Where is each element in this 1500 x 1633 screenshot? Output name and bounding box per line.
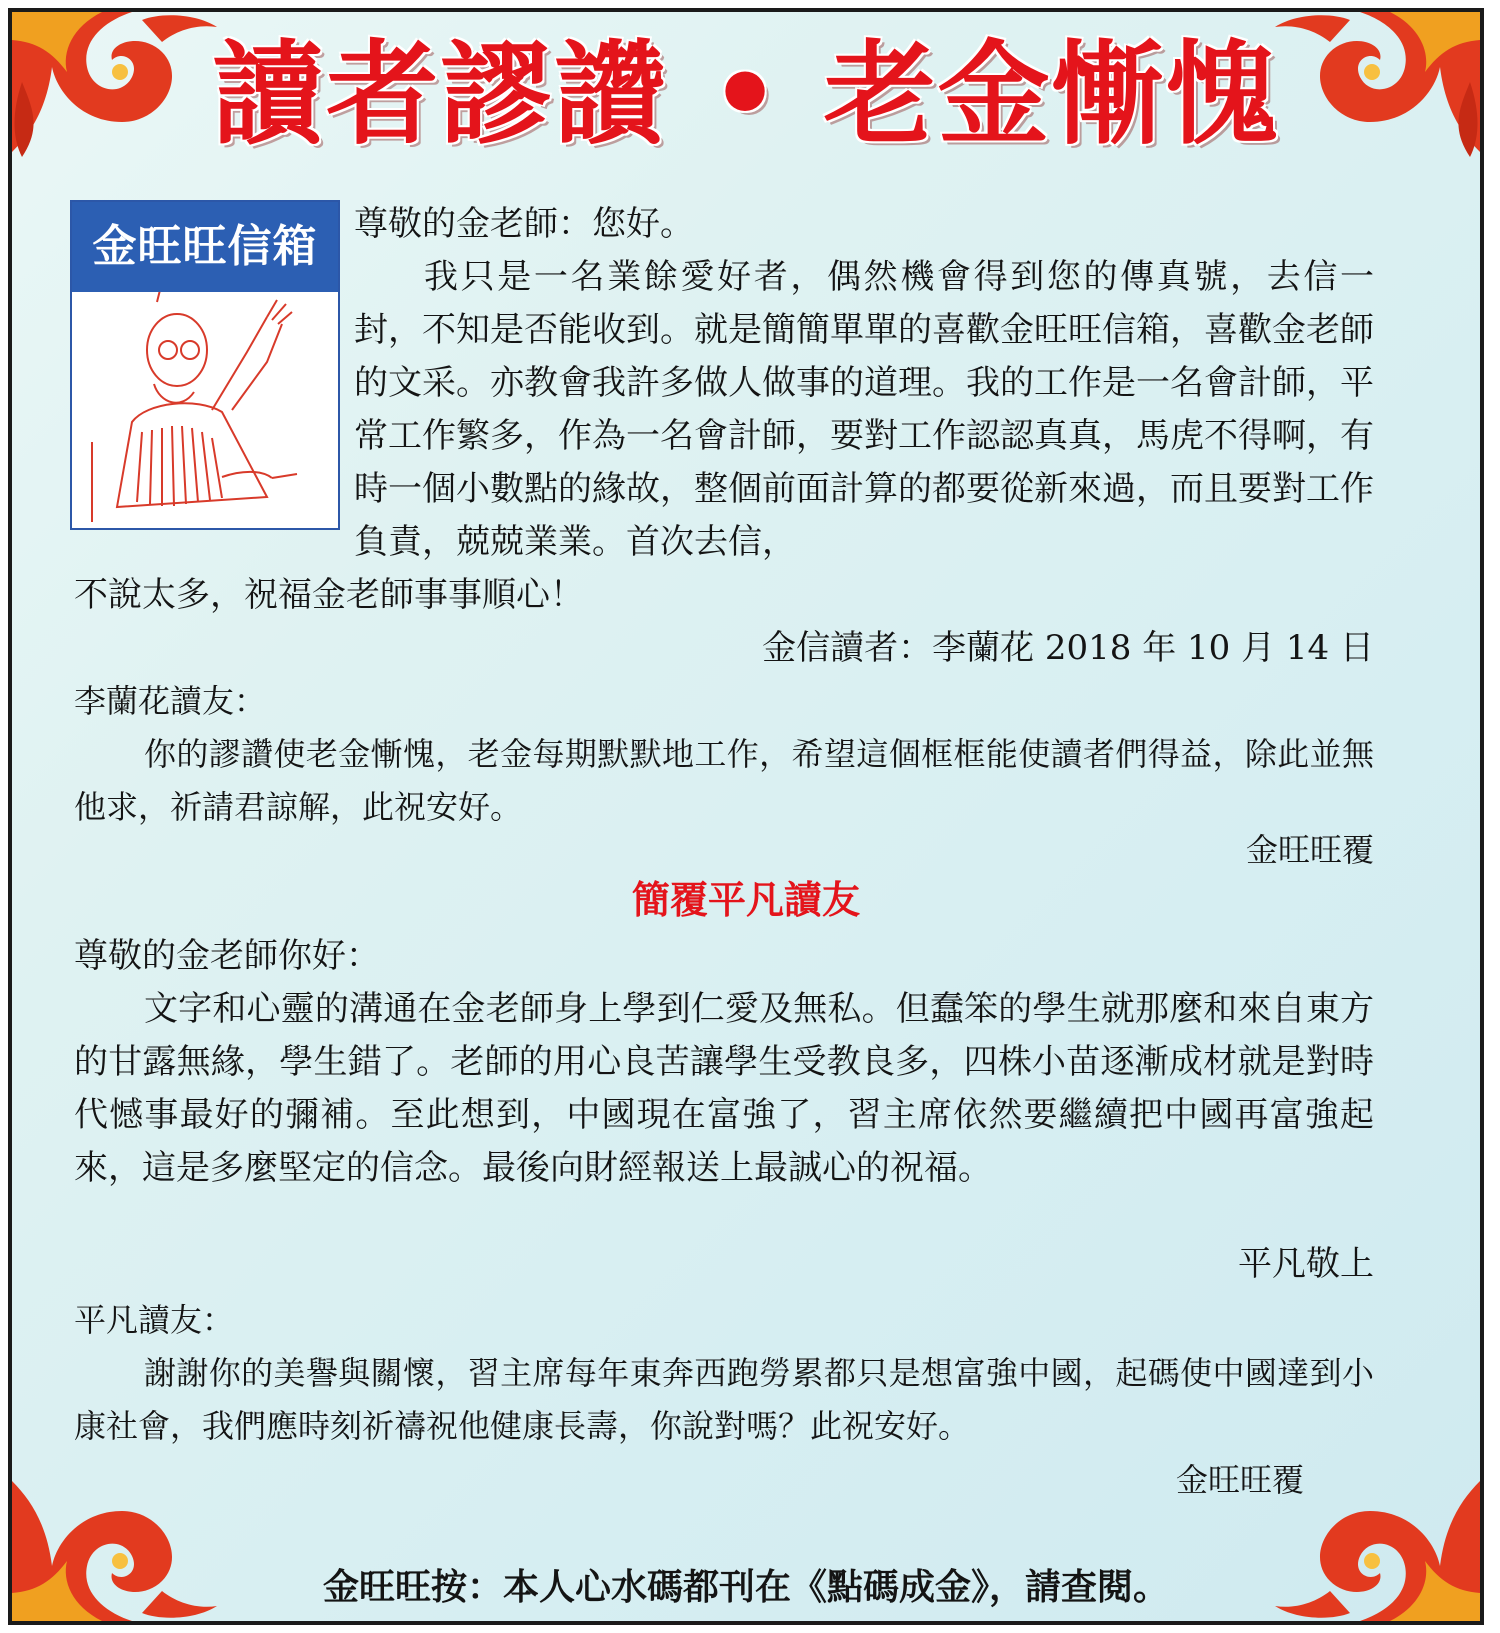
letter1-body-end: 不說太多，祝福金老師事事順心！ [74, 575, 584, 615]
letter1-greeting: 尊敬的金老師：您好。 [354, 204, 694, 244]
reply2-greeting: 平凡讀友： [74, 1301, 235, 1339]
letter1-body: 我只是一名業餘愛好者，偶然機會得到您的傳真號，去信一封，不知是否能收到。就是簡簡單單的喜歡金旺旺信箱，喜歡金老師的文采。亦教會我許多做人做事的道理。我的工作是一名會計師，平常工作繁多，作為一名會計師，要對工作認認真真，馬虎不得啊，有時一個小數點的緣故，整個前面計算的都要從新來過，而且要對工作負責，兢兢業業。首次去信， [354, 257, 1374, 562]
letter2-greeting: 尊敬的金老師你好： [74, 936, 380, 976]
footer-note: 金旺旺按：本人心水碼都刊在《點碼成金》，請查閱。 [322, 1567, 1169, 1608]
letter1-signature: 金信讀者：李蘭花 2018 年 10 月 14 日 [762, 628, 1374, 668]
reply1-body: 你的謬讚使老金慚愧，老金每期默默地工作，希望這個框框能使讀者們得益，除此並無他求，祈請君諒解，此祝安好。 [74, 735, 1374, 826]
reply1-greeting: 李蘭花讀友： [74, 682, 267, 720]
column-logo [70, 200, 340, 530]
letter2-body: 文字和心靈的溝通在金老師身上學到仁愛及無私。但蠢笨的學生就那麼和來自東方的甘露無緣，學生錯了。老師的用心良苦讓學生受教良多，四株小苗逐漸成材就是對時代憾事最好的彌補。至此想到，中國現在富強了，習主席依然要繼續把中國再富強起來，這是多麼堅定的信念。最後向財經報送上最誠心的祝福。 [74, 989, 1374, 1188]
reply2-signature: 金旺旺覆 [1175, 1461, 1304, 1499]
reply2-body: 謝謝你的美譽與關懷，習主席每年東奔西跑勞累都只是想富強中國，起碼使中國達到小康社會，我們應時刻祈禱祝他健康長壽，你說對嗎？此祝安好。 [74, 1354, 1374, 1445]
teacher-illustration-icon [72, 292, 338, 528]
section-title: 簡覆平凡讀友 [631, 877, 860, 922]
article-frame [8, 8, 1484, 1625]
letter2-signature: 平凡敬上 [1238, 1244, 1374, 1284]
page-title: 讀者謬讚 • 老金慚愧 [212, 29, 1280, 160]
reply1-signature: 金旺旺覆 [1245, 831, 1374, 869]
column-logo-label: 金旺旺信箱 [72, 202, 338, 292]
